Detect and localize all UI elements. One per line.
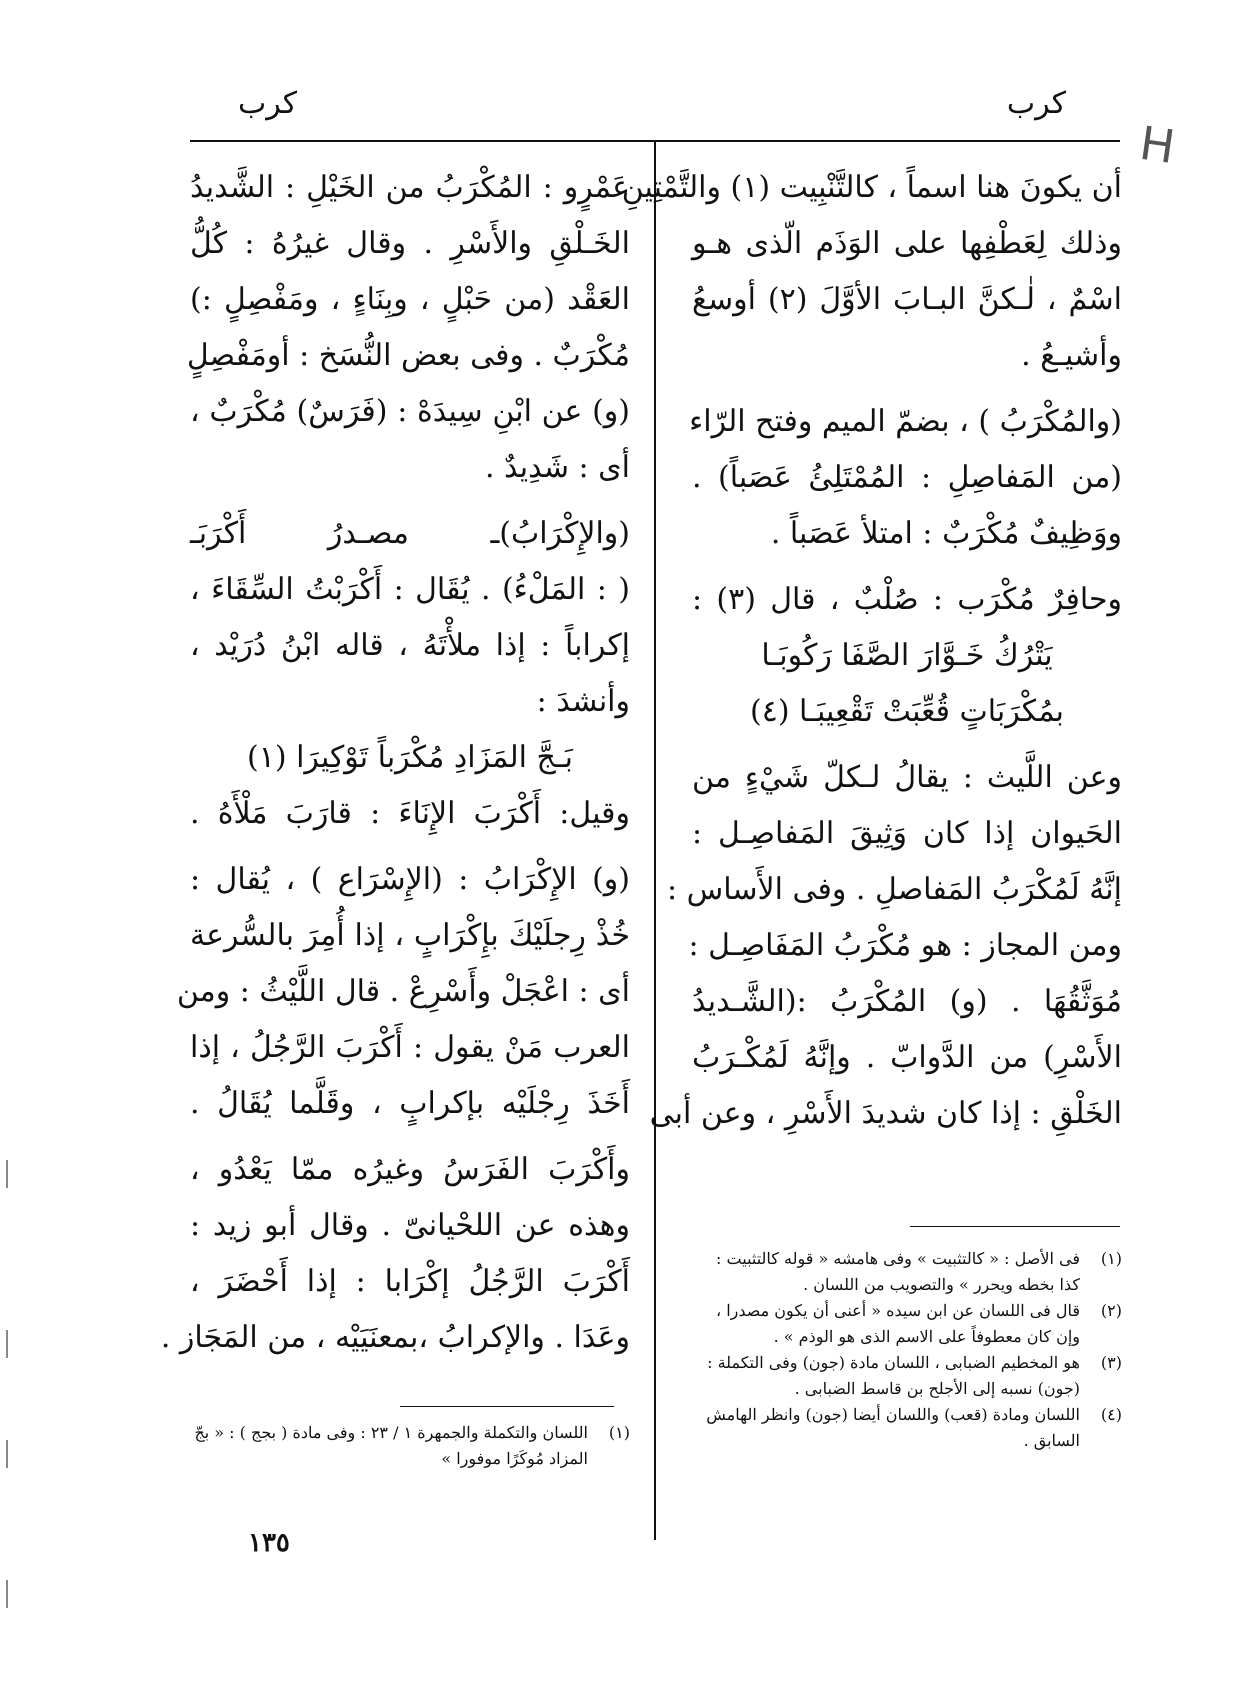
footnote-number: (١): [1100, 1249, 1122, 1268]
verse-line: بمُكْرَبَاتٍ قُعِّبَتْ تَقْعِيبَـا (٤): [749, 694, 1065, 729]
text-line: وعَدَا . والإكرابُ ،بمعنَيَيْه ، من المَجَاز .: [160, 1320, 630, 1355]
text-line: وأَكْرَبَ الفَرَسُ وغيرُه ممّا يَعْدُو ،: [190, 1152, 630, 1187]
text-line: مُوَثَّقُهَا . (و) المُكْرَبُ :(الشَّـديدُ: [692, 984, 1122, 1019]
footnote: [692, 1246, 1122, 1298]
text-line: إنَّهُ لَمُكْرَبُ المَفاصلِ . وفى الأَساس :: [667, 872, 1122, 907]
text-line: أَخَذَ رِجْلَيْه بإكرابٍ ، وقَلَّما يُقَالُ .: [190, 1086, 630, 1121]
footnote: [692, 1298, 1122, 1350]
text-line: (والإِكْرَابُ)ـ مصـدرُ أَكْرَبَـ: [190, 516, 630, 551]
footnotes-right: [692, 1246, 1122, 1454]
text-line: (من المَفاصِلِ : المُمْتَلِئُ عَصَباً) .: [692, 460, 1122, 495]
text-line: وحافِرٌ مُكْرَب : صُلْبٌ ، قال (٣) :: [692, 582, 1122, 617]
footnote-number: (١): [608, 1423, 630, 1442]
text-line: ومن المجاز : هو مُكْرَبُ المَفَاصِـل :: [688, 928, 1122, 963]
text-line: وأشيـعُ .: [1021, 338, 1122, 373]
text-line: مُكْرَبٌ . وفى بعض النُّسَخ : أومَفْصِلٍ: [186, 338, 630, 373]
text-line: (و) عن ابْنِ سِيدَهْ : (فَرَسٌ) مُكْرَبٌ ،: [190, 394, 630, 429]
text-line: أى : اعْجَلْ وأَسْرِعْ . قال اللَّيْثُ : ومن: [176, 974, 630, 1009]
text-line: الخَلْقِ : إذا كان شديدَ الأَسْرِ ، وعن أبى: [649, 1096, 1122, 1131]
footnote: [692, 1350, 1122, 1402]
text-line: ( : المَلْءُ) . يُقَال : أَكْرَبْتُ السِّقَاءَ ،: [190, 572, 630, 607]
text-line: وقيل: أَكْرَبَ الإِنَاءَ : قارَبَ مَلْأَهُ .: [190, 796, 630, 831]
scan-edge-mark: [6, 1330, 8, 1358]
text-line: وعن اللَّيث : يقالُ لـكلّ شَيْءٍ من: [692, 760, 1122, 795]
running-head-right: كرب: [1006, 86, 1066, 121]
text-line: خُذْ رِجلَيْكَ بإِكْرَابٍ ، إذا أُمِرَ بالسُّرعة: [190, 918, 630, 953]
text-line: وأنشدَ :: [536, 684, 630, 719]
text-line: العرب مَنْ يقول : أَكْرَبَ الرَّجُلُ ، إذا: [190, 1030, 630, 1065]
text-line: (والمُكْرَبُ ) ، بضمّ الميم وفتح الرّاء: [689, 404, 1122, 439]
footnote-text: اللسان والتكملة والجمهرة ١ / ٢٣ : وفى مادة ( بجج ) : « بجّ المزاد مُوكَرًا موفورا »: [194, 1423, 588, 1468]
text-line: الحَيوان إذا كان وَثِيقَ المَفاصِـل :: [692, 816, 1122, 851]
footnotes-left: [190, 1420, 630, 1472]
footnote-text: هو المخطيم الضبابى ، اللسان مادة (جون) وفى التكملة : (جون) نسبه إلى الأجلح بن قاسط الضبابى .: [707, 1353, 1080, 1398]
page-number: ١٣٥: [248, 1528, 290, 1558]
left-column: [160, 160, 630, 1366]
scan-edge-mark: [6, 1580, 8, 1608]
text-line: إكراباً : إذا ملأْتَهُ ، قاله ابْنُ دُرَيْد ،: [190, 628, 630, 663]
text-line: ووَظِيفٌ مُكْرَبٌ : امتلأ عَصَباً .: [770, 516, 1122, 551]
footnote-number: (٢): [1100, 1301, 1122, 1320]
running-head-left: كرب: [238, 86, 298, 121]
text-line: أَكْرَبَ الرَّجُلُ إكْرَابا : إذا أَحْضَرَ ،: [190, 1264, 630, 1299]
scan-edge-mark: [6, 1160, 8, 1188]
text-line: الأَسْرِ) من الدَّوابّ . وإنَّهُ لَمُكْـرَبُ: [692, 1040, 1122, 1075]
footnote-rule-left: [400, 1406, 614, 1407]
margin-annotation-mark: H: [1136, 115, 1179, 175]
footnote-text: اللسان ومادة (قعب) واللسان أيضا (جون) وانظر الهامش السابق .: [706, 1405, 1080, 1450]
text-line: وهذه عن اللحْيانىّ . وقال أبو زيد :: [190, 1208, 630, 1243]
verse-line: بَـجَّ المَزَادِ مُكْرَباً تَوْكِيرَا (١): [246, 740, 573, 775]
footnote-number: (٣): [1100, 1353, 1122, 1372]
text-line: اسْمٌ ، لٰـكنَّ البـابَ الأوَّلَ (٢) أوسعُ: [692, 282, 1122, 317]
text-line: العَقْد (من حَبْلٍ ، وبِنَاءٍ ، ومَفْصِلٍ :): [190, 282, 630, 317]
footnote-number: (٤): [1100, 1405, 1122, 1424]
verse-line: يَتْرُكُ خَـوَّارَ الصَّفَا رَكُوبَـا: [761, 638, 1053, 673]
text-line: أى : شَدِيدٌ .: [484, 450, 630, 485]
text-line: الخَـلْقِ والأَسْرِ . وقال غيرُهُ : كُلُّ: [190, 226, 630, 261]
column-divider: [654, 140, 656, 1540]
text-line: وذلك لِعَطْفِها على الوَذَم الّذى هـو: [692, 226, 1122, 261]
text-line: عَمْرٍو : المُكْرَبُ من الخَيْلِ : الشَّديدُ: [190, 170, 630, 205]
footnote-text: قال فى اللسان عن ابن سيده « أعنى أن يكون مصدرا ، وإن كان معطوفاً على الاسم الذى هو الوذم » .: [715, 1301, 1080, 1346]
footnote: [190, 1420, 630, 1472]
footnote: [692, 1402, 1122, 1454]
right-column: [621, 160, 1122, 1142]
footnote-text: فى الأصل : « كالتثبيت » وفى هامشه « قوله كالتثبيت : كذا بخطه ويحرر » والتصويب من اللسان .: [716, 1249, 1080, 1294]
footnote-rule-right: [910, 1226, 1120, 1227]
text-line: أن يكونَ هنا اسماً ، كالتَّنْبِيت (١) والتَّمْتِينِ: [621, 170, 1122, 205]
scan-edge-mark: [6, 1440, 8, 1468]
text-line: (و) الإِكْرَابُ : (الإِسْرَاع ) ، يُقال :: [190, 862, 630, 897]
